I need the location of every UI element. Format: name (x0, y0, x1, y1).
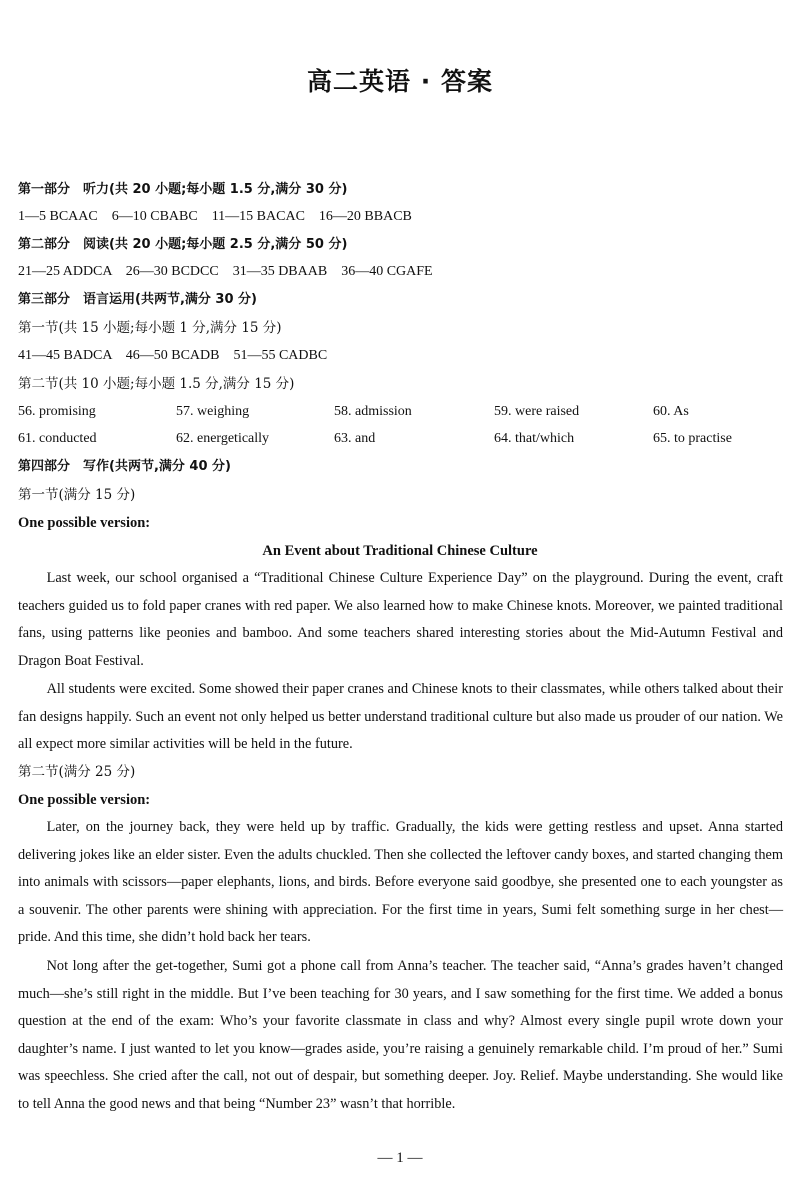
fill-answer: 63. and (334, 431, 376, 446)
fill-answer: 57. weighing (176, 404, 250, 419)
fill-answer: 60. As (653, 404, 689, 419)
version-label: One possible version: (18, 515, 151, 531)
part3-section2-heading: 第二节(共 10 小题;每小题 1.5 分,满分 15 分) (18, 376, 295, 392)
essay2-paragraph: Not long after the get-together, Sumi got a phone call from Anna’s teacher. The teacher said, “Anna’s grades haven’t changed much—she’s still right in the middle. But I’ve been teaching for 30 years, and I saw something for the first time. We added a bonus question at the end of the exam: Who’s your favorite classmate in class and why? Almost every single pupil wrote down your daughter’s name. I just wanted to let you know—grades aside, you’re raising a genuinely remarkable child. I’m proud of her.” Sumi was speechless. She cried after the call, not out of despair, but something deeper. Joy. Relief. Maybe understanding. She would like to tell Anna the good news and that being “Number 23” wasn’t that horrible. (18, 958, 783, 1112)
essay2-paragraph: Later, on the journey back, they were held up by traffic. Gradually, the kids were getting restless and upset. Anna started delivering jokes like an elder sister. Even the adults chuckled. Then she collected the leftover candy boxes, and started changing them into animals with scissors—paper elephants, lions, and birds. Before everyone said goodbye, she presented one to each youngster as a souvenir. The other parents were shining with appreciation. For the first time in years, Sumi felt something surge in her chest—pride. And this time, she didn’t hold back her tears. (18, 819, 783, 946)
part1-answers: 1—5 BCAAC 6—10 CBABC 11—15 BACAC 16—20 BBACB (18, 209, 412, 224)
fill-answer: 58. admission (334, 404, 412, 419)
document-title: 高二英语 · 答案 (307, 67, 493, 96)
essay1-paragraph: All students were excited. Some showed their paper cranes and Chinese knots to their classmates, while others talked about their fan designs happily. Such an event not only helped us better understand traditional culture but also made us prouder of our nation. We all expect more similar activities will be held in the future. (18, 681, 783, 753)
fill-answer: 56. promising (18, 404, 96, 419)
fill-answer: 62. energetically (176, 431, 270, 446)
part3-heading: 第三部分 语言运用(共两节,满分 30 分) (18, 292, 257, 307)
version-label: One possible version: (18, 792, 151, 808)
fill-answer: 64. that/which (494, 431, 575, 446)
essay1-paragraph: Last week, our school organised a “Traditional Chinese Culture Experience Day” on the playground. During the event, craft teachers guided us to fold paper cranes with red paper. We also learned how to make Chinese knots. Moreover, we painted traditional fans, using patterns like peonies and bamboo. And some teachers shared interesting stories about the Mid-Autumn Festival and Dragon Boat Festival. (18, 570, 783, 669)
fill-answer: 65. to practise (653, 431, 732, 446)
part4-heading: 第四部分 写作(共两节,满分 40 分) (18, 459, 231, 474)
part4-section1-heading: 第一节(满分 15 分) (18, 487, 136, 503)
part2-answers: 21—25 ADDCA 26—30 BCDCC 31—35 DBAAB 36—40 CGAFE (18, 264, 433, 279)
fill-answer: 59. were raised (494, 404, 580, 419)
essay-title: An Event about Traditional Chinese Culture (262, 543, 538, 559)
part3-section1-answers: 41—45 BADCA 46—50 BCADB 51—55 CADBC (18, 348, 328, 363)
page-number: — 1 — (377, 1150, 423, 1166)
part1-heading: 第一部分 听力(共 20 小题;每小题 1.5 分,满分 30 分) (18, 182, 348, 197)
part2-heading: 第二部分 阅读(共 20 小题;每小题 2.5 分,满分 50 分) (18, 237, 348, 252)
fill-answer: 61. conducted (18, 431, 97, 446)
part3-section1-heading: 第一节(共 15 小题;每小题 1 分,满分 15 分) (18, 320, 282, 336)
part4-section2-heading: 第二节(满分 25 分) (18, 764, 136, 780)
